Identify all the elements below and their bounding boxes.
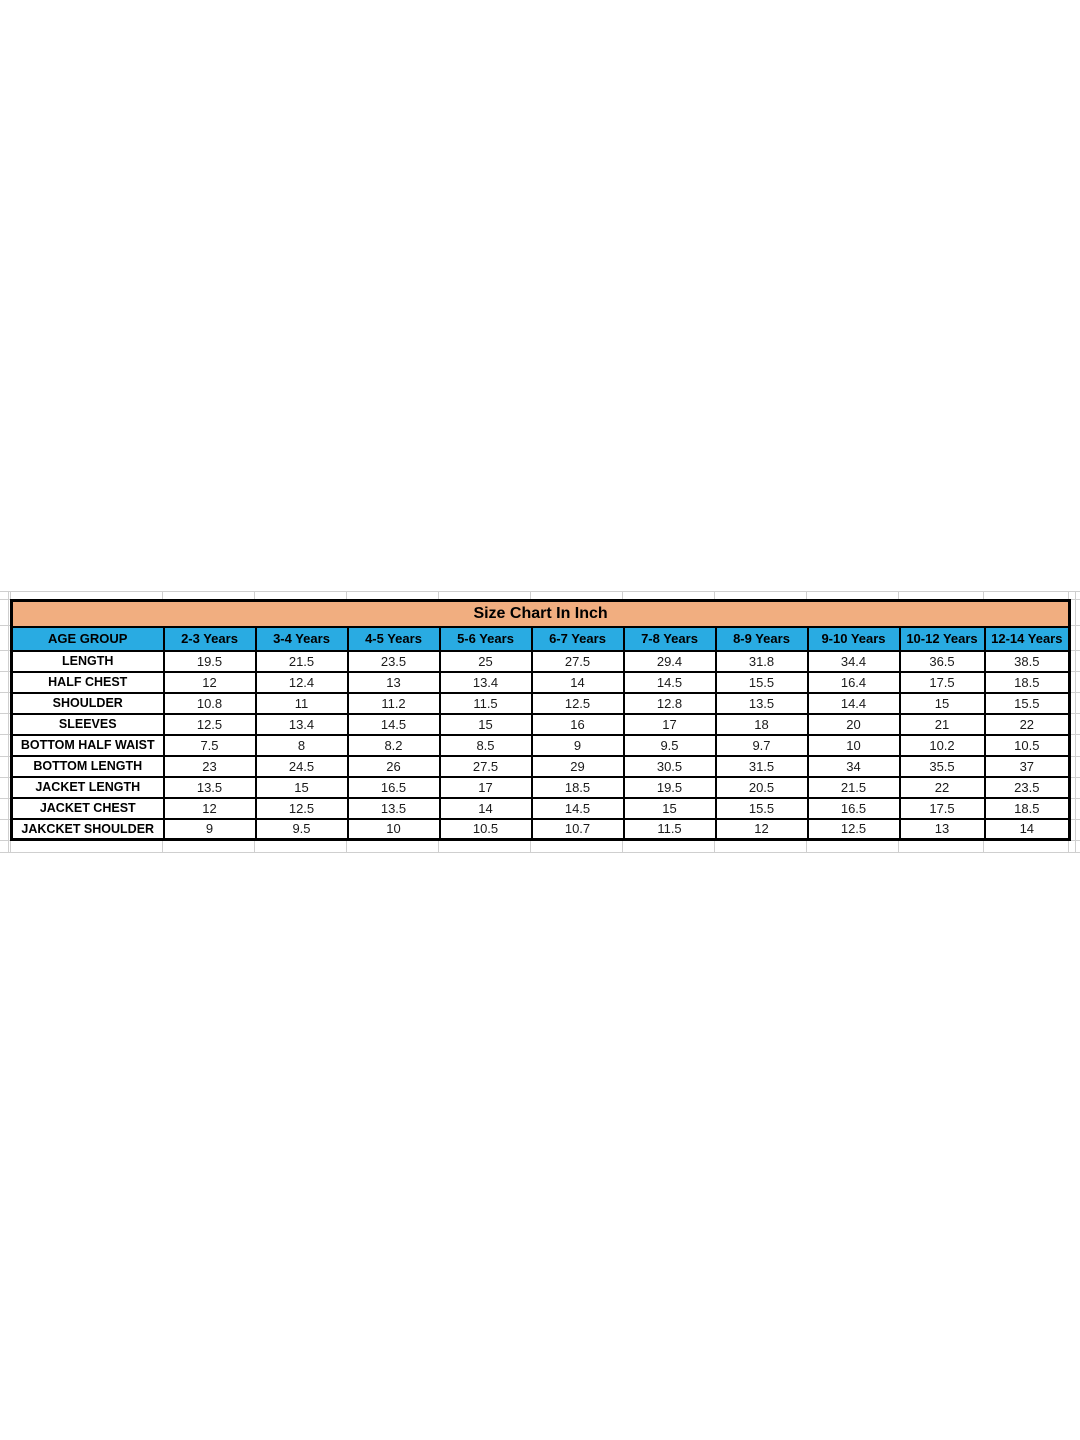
table-cell: 27.5 bbox=[532, 651, 624, 672]
column-header-2-3-years: 2-3 Years bbox=[164, 627, 256, 651]
table-cell: 12 bbox=[164, 672, 256, 693]
column-header-9-10-years: 9-10 Years bbox=[808, 627, 900, 651]
row-label: BOTTOM HALF WAIST bbox=[12, 735, 164, 756]
table-cell: 10 bbox=[808, 735, 900, 756]
table-cell: 14 bbox=[985, 819, 1070, 840]
table-cell: 13 bbox=[348, 672, 440, 693]
column-header-8-9-years: 8-9 Years bbox=[716, 627, 808, 651]
table-cell: 14.5 bbox=[624, 672, 716, 693]
table-cell: 23 bbox=[164, 756, 256, 777]
table-cell: 8.5 bbox=[440, 735, 532, 756]
title-row bbox=[12, 601, 1070, 627]
table-cell: 19.5 bbox=[164, 651, 256, 672]
gridline-horizontal bbox=[0, 852, 1080, 853]
table-title: Size Chart In Inch bbox=[12, 601, 1070, 627]
table-cell: 10.5 bbox=[985, 735, 1070, 756]
table-cell: 31.5 bbox=[716, 756, 808, 777]
table-row bbox=[12, 693, 1070, 714]
table-cell: 14.5 bbox=[532, 798, 624, 819]
table-row bbox=[12, 777, 1070, 798]
table-row bbox=[12, 672, 1070, 693]
table-row bbox=[12, 714, 1070, 735]
table-cell: 8.2 bbox=[348, 735, 440, 756]
table-cell: 29.4 bbox=[624, 651, 716, 672]
table-cell: 15 bbox=[256, 777, 348, 798]
table-cell: 26 bbox=[348, 756, 440, 777]
table-cell: 20.5 bbox=[716, 777, 808, 798]
gridline-vertical bbox=[1075, 591, 1076, 852]
gridline-horizontal bbox=[0, 591, 1080, 592]
row-label: SLEEVES bbox=[12, 714, 164, 735]
row-label: SHOULDER bbox=[12, 693, 164, 714]
table-row bbox=[12, 735, 1070, 756]
table-cell: 14.5 bbox=[348, 714, 440, 735]
column-header-4-5-years: 4-5 Years bbox=[348, 627, 440, 651]
table-cell: 37 bbox=[985, 756, 1070, 777]
table-cell: 23.5 bbox=[985, 777, 1070, 798]
table-cell: 9.7 bbox=[716, 735, 808, 756]
table-cell: 15.5 bbox=[716, 798, 808, 819]
gridline-vertical bbox=[8, 591, 9, 852]
table-cell: 21.5 bbox=[808, 777, 900, 798]
column-header-5-6-years: 5-6 Years bbox=[440, 627, 532, 651]
age-group-header: AGE GROUP bbox=[12, 627, 164, 651]
table-cell: 11 bbox=[256, 693, 348, 714]
table-cell: 10.5 bbox=[440, 819, 532, 840]
table-cell: 34 bbox=[808, 756, 900, 777]
table-cell: 10.8 bbox=[164, 693, 256, 714]
table-cell: 11.5 bbox=[624, 819, 716, 840]
table-cell: 35.5 bbox=[900, 756, 985, 777]
table-cell: 18.5 bbox=[532, 777, 624, 798]
table-cell: 15.5 bbox=[985, 693, 1070, 714]
table-cell: 14 bbox=[440, 798, 532, 819]
table-cell: 16.5 bbox=[808, 798, 900, 819]
table-cell: 31.8 bbox=[716, 651, 808, 672]
table-body bbox=[12, 651, 1070, 840]
header-row bbox=[12, 627, 1070, 651]
table-cell: 14.4 bbox=[808, 693, 900, 714]
table-cell: 13.5 bbox=[164, 777, 256, 798]
table-cell: 14 bbox=[532, 672, 624, 693]
row-label: JACKET CHEST bbox=[12, 798, 164, 819]
table-cell: 25 bbox=[440, 651, 532, 672]
table-cell: 38.5 bbox=[985, 651, 1070, 672]
table-cell: 8 bbox=[256, 735, 348, 756]
table-cell: 12.4 bbox=[256, 672, 348, 693]
table-cell: 15.5 bbox=[716, 672, 808, 693]
table-cell: 9 bbox=[164, 819, 256, 840]
table-cell: 34.4 bbox=[808, 651, 900, 672]
row-label: LENGTH bbox=[12, 651, 164, 672]
table-cell: 16 bbox=[532, 714, 624, 735]
table-cell: 15 bbox=[900, 693, 985, 714]
size-chart-table bbox=[10, 599, 1071, 841]
table-cell: 22 bbox=[985, 714, 1070, 735]
table-cell: 10.2 bbox=[900, 735, 985, 756]
table-row bbox=[12, 798, 1070, 819]
table-cell: 9.5 bbox=[256, 819, 348, 840]
table-cell: 13.4 bbox=[256, 714, 348, 735]
table-cell: 12 bbox=[164, 798, 256, 819]
table-cell: 11.5 bbox=[440, 693, 532, 714]
table-cell: 22 bbox=[900, 777, 985, 798]
table-cell: 12 bbox=[716, 819, 808, 840]
table-cell: 23.5 bbox=[348, 651, 440, 672]
table-cell: 15 bbox=[624, 798, 716, 819]
table-cell: 13.5 bbox=[348, 798, 440, 819]
row-label: BOTTOM LENGTH bbox=[12, 756, 164, 777]
table-row bbox=[12, 651, 1070, 672]
column-header-7-8-years: 7-8 Years bbox=[624, 627, 716, 651]
table-cell: 17.5 bbox=[900, 798, 985, 819]
table-cell: 9.5 bbox=[624, 735, 716, 756]
table-cell: 18.5 bbox=[985, 672, 1070, 693]
table-cell: 21 bbox=[900, 714, 985, 735]
table-cell: 21.5 bbox=[256, 651, 348, 672]
table-cell: 12.5 bbox=[808, 819, 900, 840]
table-cell: 13.5 bbox=[716, 693, 808, 714]
table-cell: 7.5 bbox=[164, 735, 256, 756]
table-cell: 17.5 bbox=[900, 672, 985, 693]
table-cell: 11.2 bbox=[348, 693, 440, 714]
table-cell: 10.7 bbox=[532, 819, 624, 840]
table-cell: 15 bbox=[440, 714, 532, 735]
table-cell: 27.5 bbox=[440, 756, 532, 777]
table-cell: 12.8 bbox=[624, 693, 716, 714]
row-label: JAKCKET SHOULDER bbox=[12, 819, 164, 840]
table-cell: 12.5 bbox=[256, 798, 348, 819]
table-cell: 19.5 bbox=[624, 777, 716, 798]
table-row bbox=[12, 819, 1070, 840]
table-cell: 12.5 bbox=[164, 714, 256, 735]
table-cell: 9 bbox=[532, 735, 624, 756]
table-cell: 13.4 bbox=[440, 672, 532, 693]
table-cell: 16.4 bbox=[808, 672, 900, 693]
table-cell: 20 bbox=[808, 714, 900, 735]
row-label: HALF CHEST bbox=[12, 672, 164, 693]
table-cell: 18 bbox=[716, 714, 808, 735]
table-row bbox=[12, 756, 1070, 777]
table-cell: 29 bbox=[532, 756, 624, 777]
column-header-3-4-years: 3-4 Years bbox=[256, 627, 348, 651]
column-header-12-14-years: 12-14 Years bbox=[985, 627, 1070, 651]
table-cell: 17 bbox=[624, 714, 716, 735]
table-cell: 30.5 bbox=[624, 756, 716, 777]
column-header-6-7-years: 6-7 Years bbox=[532, 627, 624, 651]
column-header-10-12-years: 10-12 Years bbox=[900, 627, 985, 651]
table-cell: 36.5 bbox=[900, 651, 985, 672]
table-cell: 13 bbox=[900, 819, 985, 840]
row-label: JACKET LENGTH bbox=[12, 777, 164, 798]
table-cell: 12.5 bbox=[532, 693, 624, 714]
table-cell: 24.5 bbox=[256, 756, 348, 777]
table-cell: 17 bbox=[440, 777, 532, 798]
table-cell: 16.5 bbox=[348, 777, 440, 798]
table-cell: 10 bbox=[348, 819, 440, 840]
table-cell: 18.5 bbox=[985, 798, 1070, 819]
